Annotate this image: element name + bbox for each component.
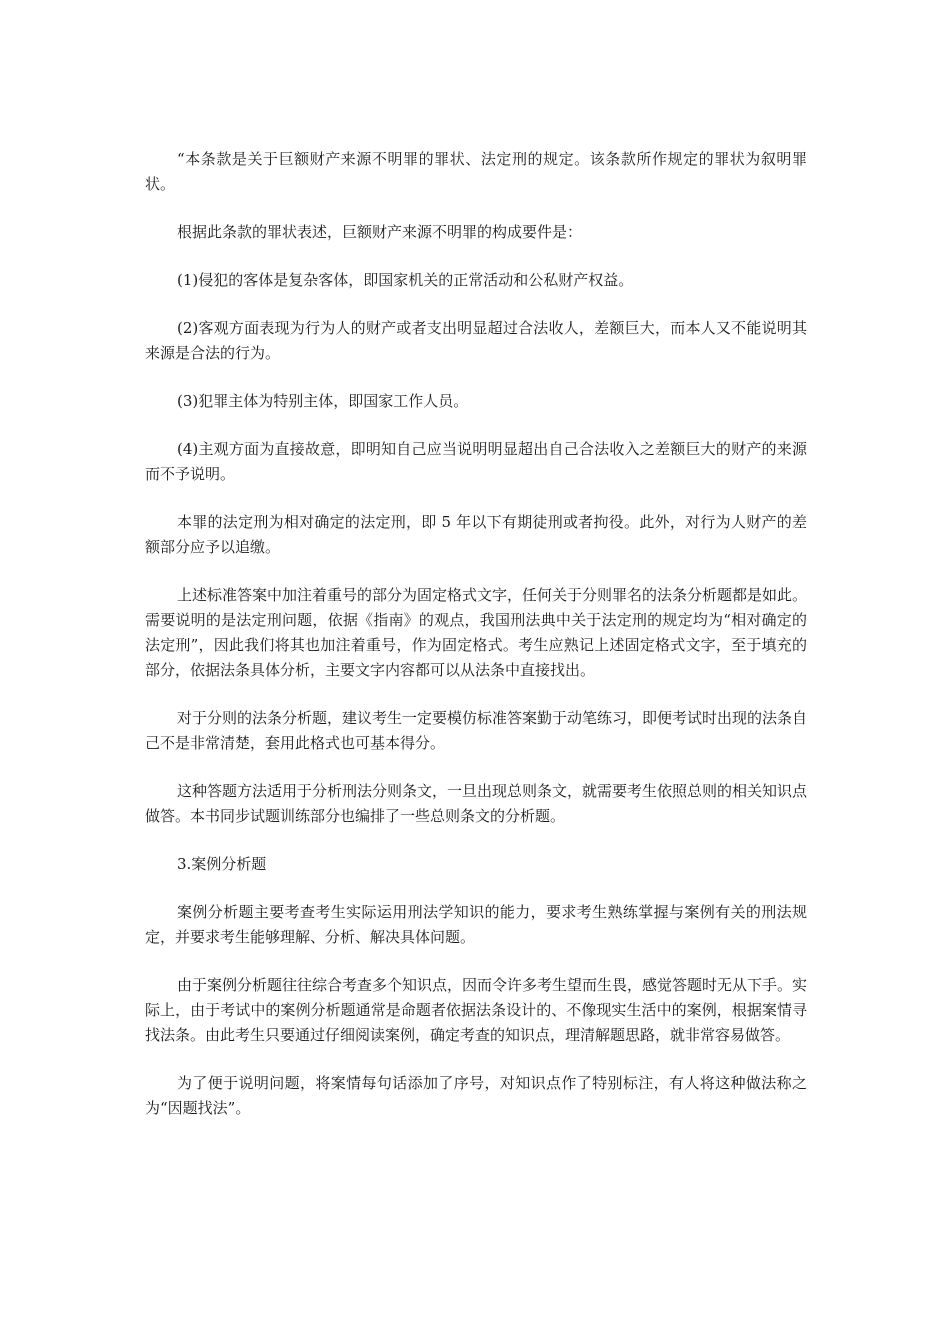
- section-heading-case-analysis: 3.案例分析题: [177, 855, 267, 873]
- paragraph-case-approach: 由于案例分析题往往综合考查多个知识点，因而令许多考生望而生畏，感觉答题时无从下手。实际上，由于考试中的案例分析题通常是命题者依据法条设计的、不像现实生活中的案例，根据案情寻找法条。由此考生只要通过仔细阅读案例，确定考查的知识点，理清解题思路，就非常容易做答。: [145, 976, 808, 1044]
- paragraph-practice-advice: 对于分则的法条分析题，建议考生一定要模仿标准答案勤于动笔练习，即便考试时出现的法条自己不是非常清楚，套用此格式也可基本得分。: [145, 709, 808, 752]
- paragraph-element-4: (4)主观方面为直接故意，即明知自己应当说明明显超出自己合法收入之差额巨大的财产的来源而不予说明。: [145, 440, 807, 483]
- paragraph-elements-lead: 根据此条款的罪状表述，巨额财产来源不明罪的构成要件是：: [177, 223, 583, 241]
- paragraph-case-method: 为了便于说明问题，将案情每句话添加了序号，对知识点作了特别标注，有人将这种做法称之为“因题找法”。: [145, 1074, 807, 1117]
- paragraph-fixed-format: 上述标准答案中加注着重号的部分为固定格式文字，任何关于分则罪名的法条分析题都是如此。需要说明的是法定刑问题，依据《指南》的观点，我国刑法典中关于法定刑的规定均为“相对确定的法定刑”，因此我们将其也加注着重号，作为固定格式。考生应熟记上述固定格式文字，至于填充的部分，依据法条具体分析，主要文字内容都可以从法条中直接找出。: [145, 586, 808, 679]
- paragraph-case-intro: 案例分析题主要考查考生实际运用刑法学知识的能力，要求考生熟练掌握与案例有关的刑法规定，并要求考生能够理解、分析、解决具体问题。: [145, 903, 807, 946]
- paragraph-element-1: (1)侵犯的客体是复杂客体，即国家机关的正常活动和公私财产权益。: [177, 271, 634, 289]
- paragraph-intro: “本条款是关于巨额财产来源不明罪的罪状、法定刑的规定。该条款所作规定的罪状为叙明罪状。: [145, 150, 807, 193]
- paragraph-element-3: (3)犯罪主体为特别主体，即国家工作人员。: [177, 392, 469, 410]
- paragraph-method-scope: 这种答题方法适用于分析刑法分则条文，一旦出现总则条文，就需要考生依照总则的相关知识点做答。本书同步试题训练部分也编排了一些总则条文的分析题。: [145, 782, 808, 825]
- document-body: [145, 147, 807, 1144]
- paragraph-element-2: (2)客观方面表现为行为人的财产或者支出明显超过合法收人，差额巨大，而本人又不能说明其来源是合法的行为。: [145, 319, 807, 362]
- paragraph-penalty: 本罪的法定刑为相对确定的法定刑，即 5 年以下有期徒刑或者拘役。此外，对行为人财产的差额部分应予以追缴。: [145, 513, 807, 556]
